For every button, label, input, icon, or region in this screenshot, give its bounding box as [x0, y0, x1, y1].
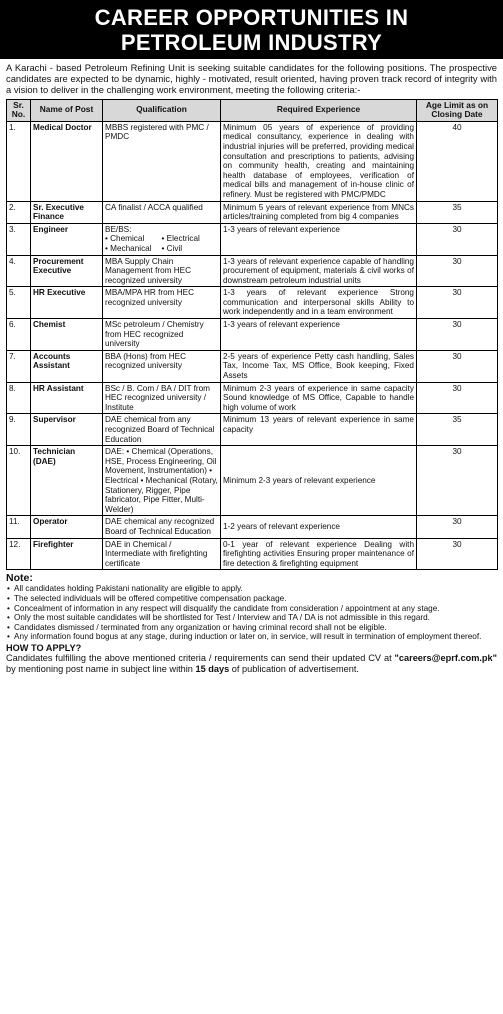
note-item: • Candidates dismissed / terminated from any organization or having criminal record shall not be eligible.: [6, 623, 497, 633]
qualification: MBA Supply Chain Management from HEC recognized university: [103, 255, 221, 287]
note-item: • All candidates holding Pakistani nationality are eligible to apply.: [6, 584, 497, 594]
age-limit: 35: [417, 201, 498, 223]
qualification: BSc / B. Com / BA / DIT from HEC recognized university / Institute: [103, 382, 221, 414]
post-name: Accounts Assistant: [31, 350, 103, 382]
qualification: DAE chemical from any recognized Board of Technical Education: [103, 414, 221, 446]
sr-no: 12.: [7, 538, 31, 570]
table-row: [7, 255, 498, 287]
notes-list: [6, 584, 497, 642]
post-name: HR Assistant: [31, 382, 103, 414]
sr-no: 6.: [7, 319, 31, 351]
how-to-apply-text: [6, 653, 497, 674]
note-item: • Concealment of information in any respect will disqualify the candidate from consideration / appointment at any stage.: [6, 604, 497, 614]
post-name: Sr. Executive Finance: [31, 201, 103, 223]
experience: 1-3 years of relevant experience: [221, 223, 417, 255]
bullet-item: • Civil: [161, 243, 183, 253]
sr-no: 1.: [7, 121, 31, 201]
intro-paragraph: A Karachi - based Petroleum Refining Unit is seeking suitable candidates for the following positions. The prospective candidates are expected to be dynamic, highly - motivated, result oriented, having proven track record of integrity with a vision to deliver in the challenging work environment, meeting the following criteria:-: [6, 62, 497, 96]
ad-title-line-2: PETROLEUM INDUSTRY: [120, 30, 383, 55]
age-limit: 30: [417, 319, 498, 351]
sr-no: 9.: [7, 414, 31, 446]
age-limit: 40: [417, 121, 498, 201]
qualification: DAE chemical any recognized Board of Technical Education: [103, 516, 221, 538]
notes-title: Note:: [6, 572, 33, 585]
qualification: MBA/MPA HR from HEC recognized university: [103, 287, 221, 319]
sr-no: 8.: [7, 382, 31, 414]
experience: Minimum 2-3 years of relevant experience: [221, 446, 417, 516]
sr-no: 7.: [7, 350, 31, 382]
bullet-item: • Mechanical: [105, 243, 152, 253]
sr-no: 10.: [7, 446, 31, 516]
header-sr-no: Sr. No.: [7, 99, 31, 121]
header-experience: Required Experience: [221, 99, 417, 121]
experience: Minimum 13 years of relevant experience in same capacity: [221, 414, 417, 446]
positions-table: [6, 99, 498, 571]
sr-no: 3.: [7, 223, 31, 255]
qualification: [103, 223, 221, 255]
sr-no: 5.: [7, 287, 31, 319]
note-item: • Only the most suitable candidates will be shortlisted for Test / Interview and TA / DA is not admissible in this regard.: [6, 613, 497, 623]
age-limit: 30: [417, 255, 498, 287]
experience: 2-5 years of experience Petty cash handling, Sales Tax, Income Tax, MS Office, Book keeping, Fixed Assets: [221, 350, 417, 382]
table-row: [7, 287, 498, 319]
table-row: [7, 516, 498, 538]
howto-text-before: Candidates fulfilling the above mentioned criteria / requirements can send their updated CV at: [6, 653, 395, 664]
header-qualification: Qualification: [103, 99, 221, 121]
apply-email-link[interactable]: "careers@eprf.com.pk": [394, 653, 497, 664]
table-row: [7, 121, 498, 201]
note-item: • The selected individuals will be offered competitive compensation package.: [6, 594, 497, 604]
age-limit: 30: [417, 516, 498, 538]
post-name: Engineer: [31, 223, 103, 255]
age-limit: 30: [417, 287, 498, 319]
bullet-item: • Electrical: [161, 234, 200, 244]
post-name: Operator: [31, 516, 103, 538]
notes-section: [6, 572, 497, 642]
post-name: Supervisor: [31, 414, 103, 446]
table-row: [7, 319, 498, 351]
table-row: [7, 414, 498, 446]
experience: Minimum 5 years of relevant experience from MNCs articles/training completed from big 4 companies: [221, 201, 417, 223]
howto-text-after: of publication of advertisement.: [229, 663, 359, 674]
post-name: HR Executive: [31, 287, 103, 319]
sr-no: 4.: [7, 255, 31, 287]
post-name: Procurement Executive: [31, 255, 103, 287]
header-post: Name of Post: [31, 99, 103, 121]
deadline-days: 15 days: [195, 663, 230, 674]
table-row: [7, 201, 498, 223]
qualification: CA finalist / ACCA qualified: [103, 201, 221, 223]
age-limit: 30: [417, 382, 498, 414]
table-row: [7, 382, 498, 414]
age-limit: 30: [417, 350, 498, 382]
table-row: [7, 223, 498, 255]
qualification-bullets: [105, 234, 218, 253]
age-limit: 30: [417, 538, 498, 570]
post-name: Medical Doctor: [31, 121, 103, 201]
experience: Minimum 05 years of experience of providing medical consultancy, experience in dealing with industrial injuries will be preferred, providing medical consultation and prescriptions to patients, advising on community health, creating and maintaining health database of employees, verification of medical bills and management of in-house clinic of refinery. Must be registered with PMC/PMDC: [221, 121, 417, 201]
age-limit: 30: [417, 223, 498, 255]
qualification: DAE: • Chemical (Operations, HSE, Process Engineering, Oil Movement, Instrumentation) • Electrical • Mechanical (Rotary, Stationery, Rigger, Pipe fabricator, Pipe Fitter, Multi-Welder): [103, 446, 221, 516]
qualification-heading: BE/BS:: [105, 224, 132, 234]
post-name: Chemist: [31, 319, 103, 351]
post-name: Firefighter: [31, 538, 103, 570]
experience: Minimum 2-3 years of experience in same capacity Sound knowledge of MS Office, Capable to handle high volume of work: [221, 382, 417, 414]
age-limit: 30: [417, 446, 498, 516]
qualification: DAE in Chemical / Intermediate with firefighting certificate: [103, 538, 221, 570]
age-limit: 35: [417, 414, 498, 446]
table-row: [7, 446, 498, 516]
experience: 1-2 years of relevant experience: [221, 516, 417, 538]
experience: 0-1 year of relevant experience Dealing with firefighting activities Ensuring proper maintenance of fire detection & firefighting equipment: [221, 538, 417, 570]
ad-title-line-1: CAREER OPPORTUNITIES IN: [94, 5, 409, 30]
table-header-row: [7, 99, 498, 121]
how-to-apply-title: HOW TO APPLY?: [6, 642, 82, 653]
post-name: Technician (DAE): [31, 446, 103, 516]
sr-no: 2.: [7, 201, 31, 223]
bullet-item: • Chemical: [105, 234, 145, 244]
table-row: [7, 538, 498, 570]
qualification: BBA (Hons) from HEC recognized university: [103, 350, 221, 382]
note-item: • Any information found bogus at any stage, during induction or later on, in service, will result in termination of employment thereof.: [6, 632, 497, 642]
sr-no: 11.: [7, 516, 31, 538]
experience: 1-3 years of relevant experience: [221, 319, 417, 351]
ad-header: [0, 0, 503, 59]
experience: 1-3 years of relevant experience Strong communication and interpersonal skills Ability to work independently and in a team environment: [221, 287, 417, 319]
qualification: MSc petroleum / Chemistry from HEC recognized university: [103, 319, 221, 351]
header-age-limit: Age Limit as on Closing Date: [417, 99, 498, 121]
howto-text-middle: by mentioning post name in subject line within: [6, 663, 196, 674]
experience: 1-3 years of relevant experience capable of handling procurement of equipment, materials & civil works of downstream petroleum industrial units: [221, 255, 417, 287]
qualification: MBBS registered with PMC / PMDC: [103, 121, 221, 201]
table-row: [7, 350, 498, 382]
